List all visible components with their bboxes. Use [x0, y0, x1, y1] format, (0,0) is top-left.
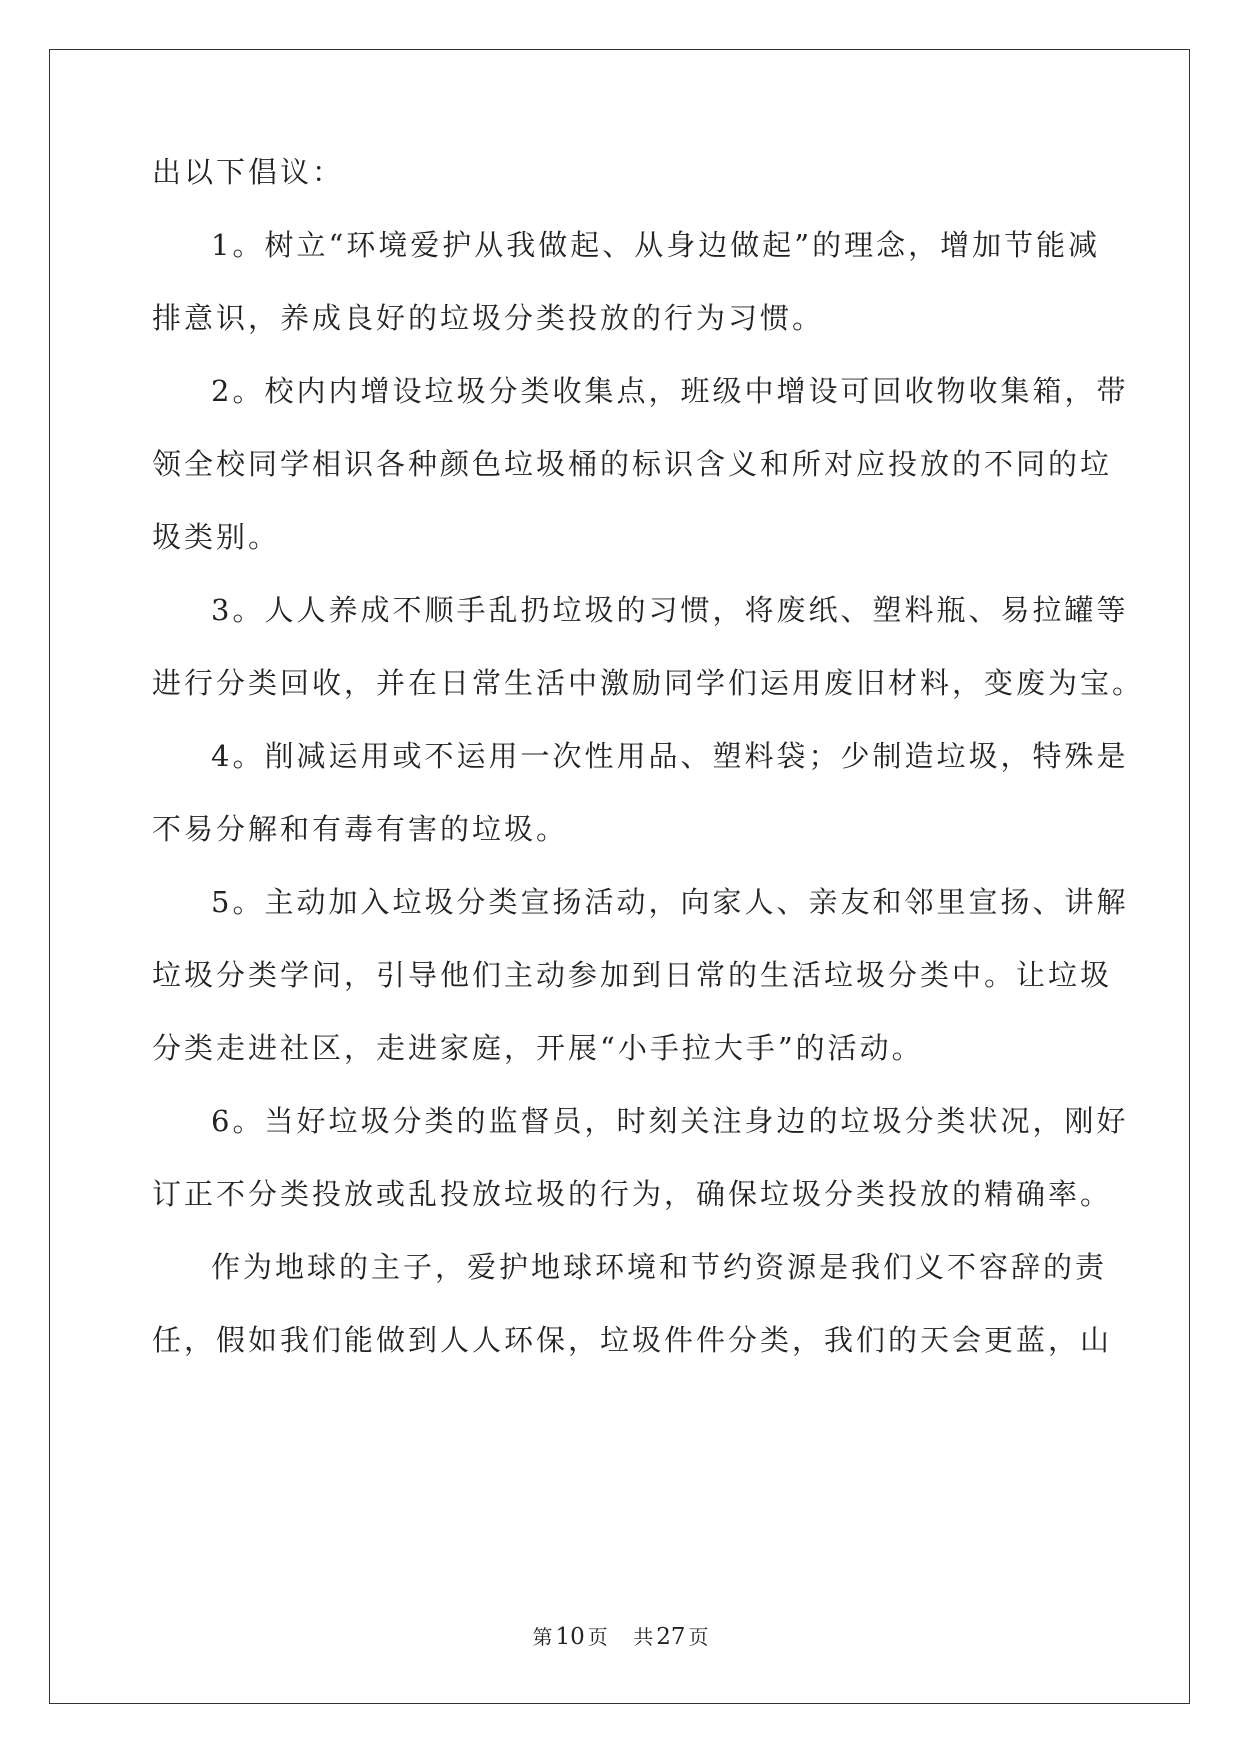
footer-total-suffix: 页 — [688, 1625, 709, 1649]
text-line: 领全校同学相识各种颜色垃圾桶的标识含义和所对应投放的不同的垃 — [152, 447, 1113, 481]
text-line: 圾类别。 — [152, 520, 281, 554]
text-line: 出以下倡议： — [152, 155, 345, 189]
text-line: 作为地球的主子，爱护地球环境和节约资源是我们义不容辞的责 — [211, 1250, 1108, 1284]
footer-prefix: 第 — [532, 1625, 553, 1649]
text-line: 任，假如我们能做到人人环保，垃圾件件分类，我们的天会更蓝，山 — [152, 1323, 1113, 1357]
text-line: 垃圾分类学问，引导他们主动参加到日常的生活垃圾分类中。让垃圾 — [152, 958, 1113, 992]
text-line: 分类走进社区，走进家庭，开展“小手拉大手”的活动。 — [152, 1031, 924, 1065]
text-line: 5。主动加入垃圾分类宣扬活动，向家人、亲友和邻里宣扬、讲解 — [211, 885, 1129, 919]
text-line: 进行分类回收，并在日常生活中激励同学们运用废旧材料，变废为宝。 — [152, 666, 1145, 700]
text-line: 3。人人养成不顺手乱扔垃圾的习惯，将废纸、塑料瓶、易拉罐等 — [211, 593, 1129, 627]
text-line: 4。削减运用或不运用一次性用品、塑料袋；少制造垃圾，特殊是 — [211, 739, 1129, 773]
total-pages: 27 — [656, 1624, 686, 1650]
text-line: 1。树立“环境爱护从我做起、从身边做起”的理念，增加节能减 — [211, 228, 1101, 262]
footer-page-suffix: 页 — [587, 1625, 608, 1649]
footer-total-prefix: 共 — [633, 1625, 654, 1649]
page-number: 10 — [555, 1624, 585, 1650]
text-line: 订正不分类投放或乱投放垃圾的行为，确保垃圾分类投放的精确率。 — [152, 1177, 1113, 1211]
text-line: 6。当好垃圾分类的监督员，时刻关注身边的垃圾分类状况，刚好 — [211, 1104, 1129, 1138]
text-line: 不易分解和有毒有害的垃圾。 — [152, 812, 569, 846]
text-line: 排意识，养成良好的垃圾分类投放的行为习惯。 — [152, 301, 825, 335]
page-footer — [0, 1621, 1241, 1650]
text-line: 2。校内内增设垃圾分类收集点，班级中增设可回收物收集箱，带 — [211, 374, 1129, 408]
